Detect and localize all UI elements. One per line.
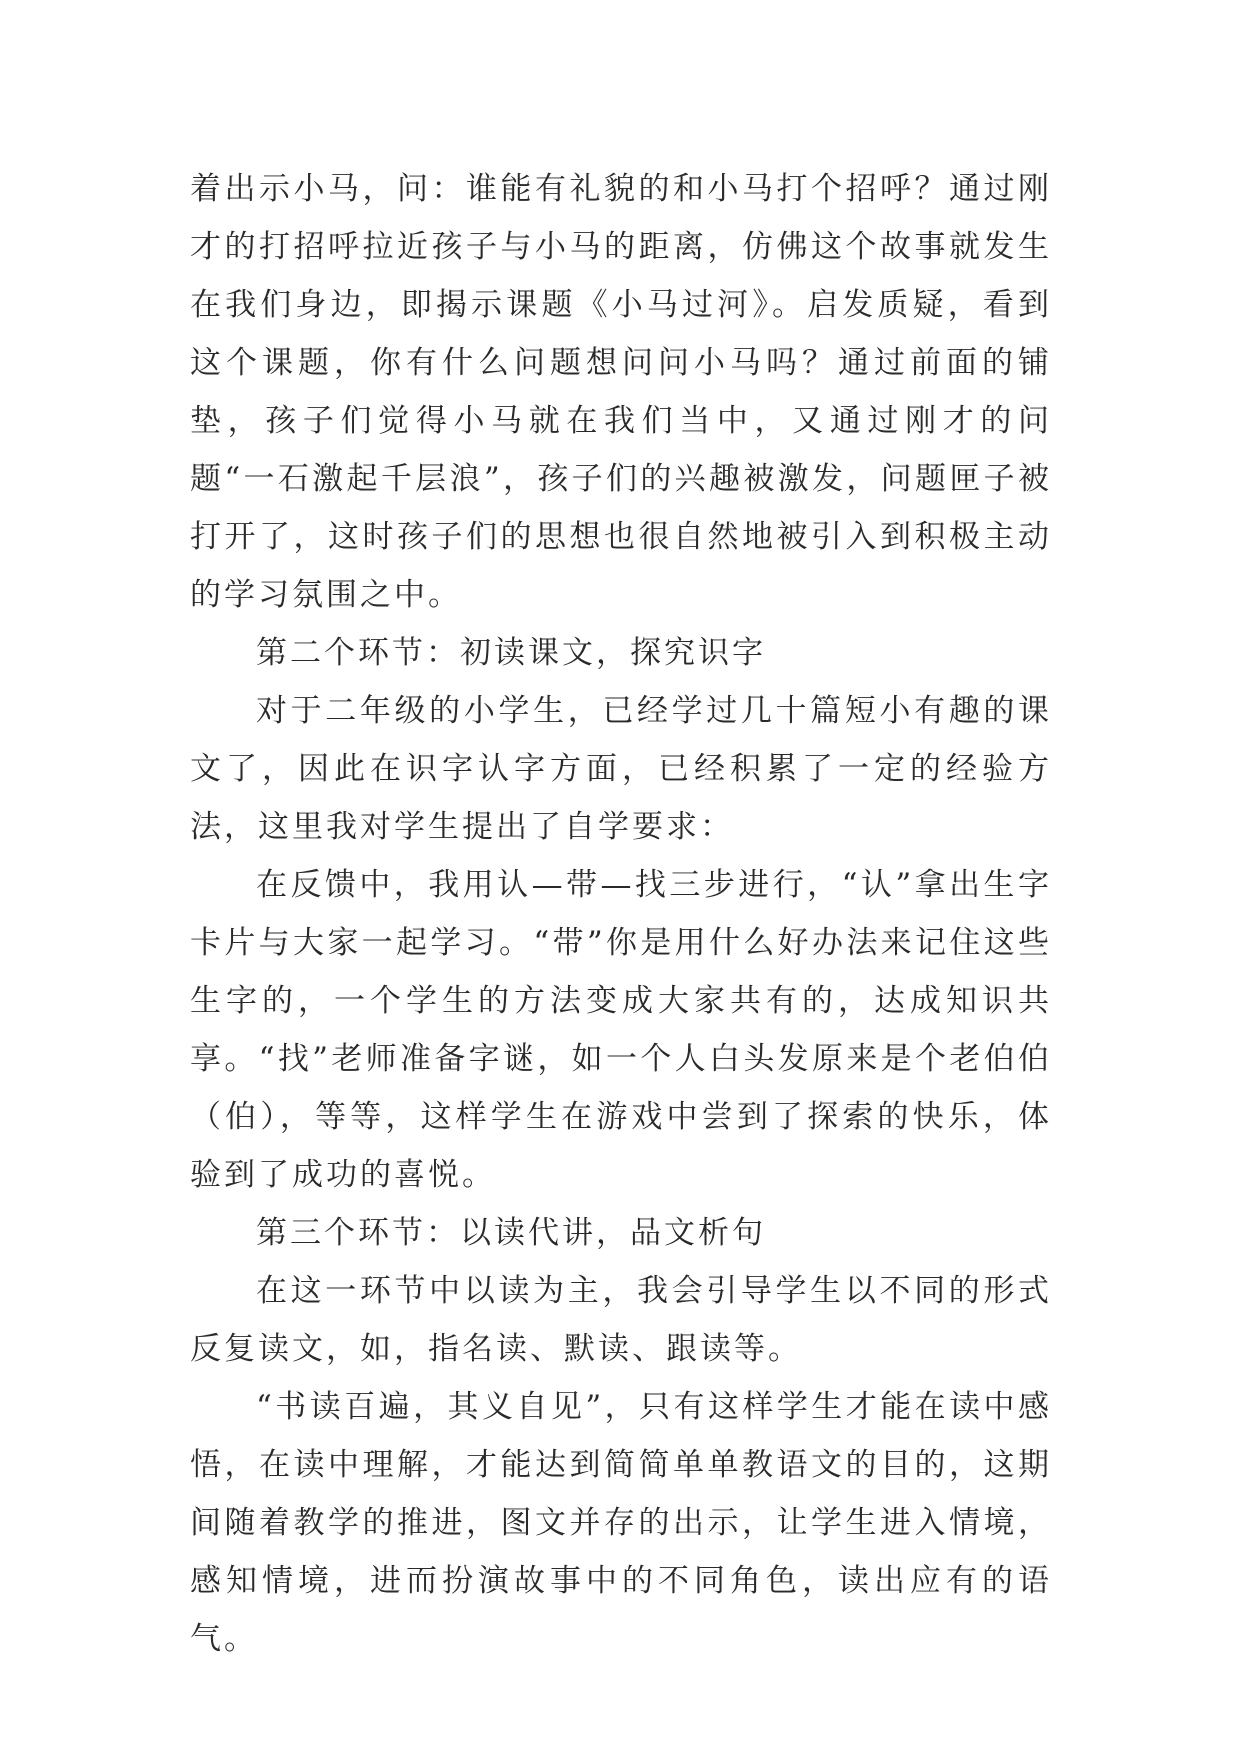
paragraph-literacy-1: 对于二年级的小学生，已经学过几十篇短小有趣的课文了，因此在识字认字方面，已经积累了一定的经验方法，这里我对学生提出了自学要求：	[190, 693, 1052, 845]
paragraph-reading-1: 在这一环节中以读为主，我会引导学生以不同的形式反复读文，如，指名读、默读、跟读等。	[190, 1273, 1052, 1367]
section-heading-2: 第二个环节：初读课文，探究识字	[256, 635, 766, 671]
section-heading-3: 第三个环节：以读代讲，品文析句	[256, 1215, 766, 1251]
paragraph-literacy-2: 在反馈中，我用认—带—找三步进行，“认”拿出生字卡片与大家一起学习。“带”你是用什么好办法来记住这些生字的，一个学生的方法变成大家共有的，达成知识共享。“找”老师准备字谜，如一个人白头发原来是个老伯伯（伯），等等，这样学生在游戏中尝到了探索的快乐，体验到了成功的喜悦。	[190, 867, 1052, 1193]
paragraph-intro-continued: 着出示小马，问：谁能有礼貌的和小马打个招呼？通过刚才的打招呼拉近孩子与小马的距离，仿佛这个故事就发生在我们身边，即揭示课题《小马过河》。启发质疑，看到这个课题，你有什么问题想问问小马吗？通过前面的铺垫，孩子们觉得小马就在我们当中，又通过刚才的问题“一石激起千层浪”，孩子们的兴趣被激发，问题匣子被打开了，这时孩子们的思想也很自然地被引入到积极主动的学习氛围之中。	[190, 171, 1052, 613]
paragraph-reading-2: “书读百遍，其义自见”，只有这样学生才能在读中感悟，在读中理解，才能达到简简单单教语文的目的，这期间随着教学的推进，图文并存的出示，让学生进入情境，感知情境，进而扮演故事中的不同角色，读出应有的语气。	[190, 1389, 1052, 1657]
document-body	[190, 160, 1052, 1668]
